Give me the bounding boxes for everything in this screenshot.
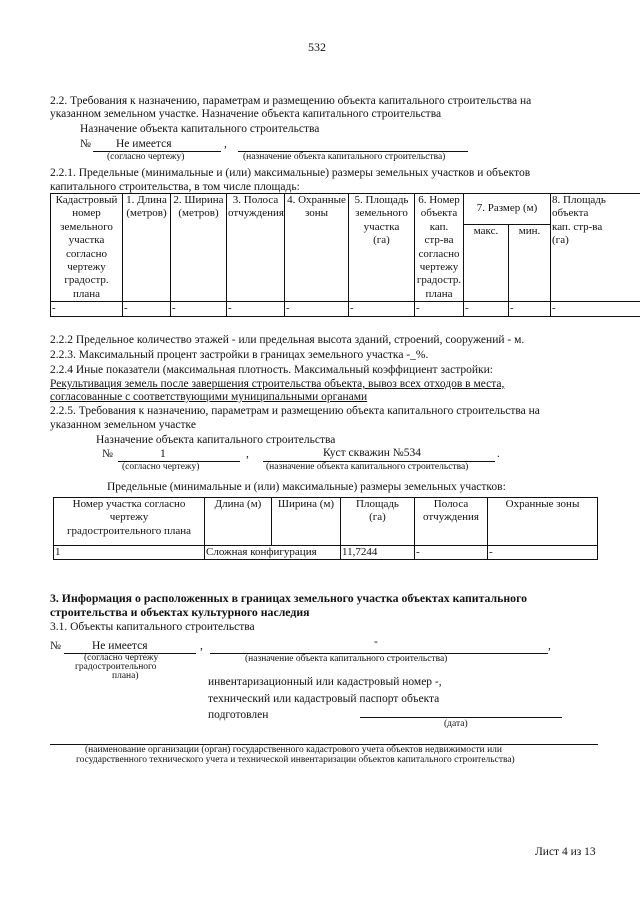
header-cadastral: Кадастровый номер земельного участка согласно чертежу градостр. плана <box>51 194 123 302</box>
header-strip: 3. Полоса отчуждения <box>227 194 285 302</box>
prepared-label: подготовлен <box>208 709 269 721</box>
section-3-heading-line-2: строительства и объектах культурного наследия <box>50 605 310 619</box>
table-cell: - <box>227 302 285 316</box>
dot: . <box>497 448 500 460</box>
section-2-2-4-value-line-1: Рекультивация земель после завершения строительства объекта, вывоз всех отходов в места, <box>50 378 505 390</box>
cell-area: 11,7244 <box>341 546 415 560</box>
section-3-1: 3.1. Объекты капитального строительства <box>50 621 255 633</box>
table-cell: - <box>51 302 123 316</box>
section-3-heading-line-1: 3. Информация о расположенных в границах земельного участка объектах капитального <box>50 591 528 605</box>
table-cell: - <box>285 302 349 316</box>
organization-caption-line-1: (наименование организации (орган) государственного кадастрового учета объектов недвижимости или <box>85 745 502 755</box>
table-cell: - <box>123 302 171 316</box>
page-number: 532 <box>308 40 326 54</box>
section-2-2-1-line-2: капитального строительства, в том числе площадь: <box>50 181 300 193</box>
section-2-2-heading-line-2: указанном земельном участке. Назначение объекта капитального строительства <box>50 108 442 120</box>
table-cell: - <box>171 302 227 316</box>
table-cell: - <box>551 302 640 316</box>
section-2-2-3: 2.2.3. Максимальный процент застройки в границах земельного участка -_%. <box>50 349 429 361</box>
caption-purpose: (назначение объекта капитального строительства) <box>266 462 469 472</box>
cell-configuration: Сложная конфигурация <box>205 546 341 560</box>
header-width: 2. Ширина (метров) <box>171 194 227 302</box>
parameters-table <box>50 193 640 317</box>
table-cell: - <box>415 302 464 316</box>
object-purpose-value: Куст скважин №534 <box>323 447 421 459</box>
cell-strip: - <box>415 546 488 560</box>
caption-drawing: (согласно чертежу <box>84 653 159 663</box>
header-length: Длина (м) <box>205 498 272 546</box>
inventory-number: инвентаризационный или кадастровый номер -, <box>208 676 442 688</box>
section-2-2-5-line-1: 2.2.5. Требования к назначению, параметрам и размещению объекта капитального строительства на <box>50 405 540 417</box>
header-min: мин. <box>509 224 551 302</box>
table-cell: - <box>349 302 415 316</box>
underline <box>360 717 562 718</box>
caption-purpose: (назначение объекта капитального строительства) <box>245 654 448 664</box>
sheet-number: Лист 4 из 13 <box>535 846 596 858</box>
header-plot-number: Номер участка согласно чертежу градостроительного плана <box>54 498 205 546</box>
section-2-2-heading-line-1: 2.2. Требования к назначению, параметрам и размещению объекта капитального строительства на <box>50 95 532 107</box>
land-plot-table <box>53 497 598 560</box>
number-sign: № <box>50 640 61 652</box>
header-max: макс. <box>464 224 509 302</box>
caption-drawing: плана) <box>112 671 139 681</box>
object-number-value: 1 <box>160 448 166 460</box>
object-number-value: Не имеется <box>92 640 148 652</box>
comma: , <box>200 640 203 652</box>
organization-caption-line-2: государственного технического учета и технической инвентаризации объектов капитального строительства) <box>76 755 515 765</box>
section-2-2-1-line-1: 2.2.1. Предельные (минимальные и (или) максимальные) размеры земельных участков и объектов <box>50 167 531 179</box>
date-caption: (дата) <box>444 719 468 729</box>
caption-drawing: (согласно чертежу) <box>122 462 200 472</box>
caption-purpose: (назначение объекта капитального строительства) <box>243 152 446 162</box>
header-zones: Охранные зоны <box>488 498 598 546</box>
header-zones: 4. Охранные зоны <box>285 194 349 302</box>
purpose-label: Назначение объекта капитального строительства <box>80 123 320 135</box>
table-cell: - <box>464 302 509 316</box>
header-length: 1. Длина (метров) <box>123 194 171 302</box>
header-width: Ширина (м) <box>272 498 341 546</box>
cell-zones: - <box>488 546 598 560</box>
number-sign: № <box>102 448 113 460</box>
comma: , <box>246 448 249 460</box>
comma: , <box>224 138 227 150</box>
section-2-2-2: 2.2.2 Предельное количество этажей - или предельная высота зданий, строений, сооружений - м. <box>50 334 525 346</box>
header-strip: Полоса отчуждения <box>415 498 488 546</box>
technical-passport: технический или кадастровый паспорт объекта <box>208 693 440 705</box>
cell-plot-number: 1 <box>54 546 205 560</box>
section-2-2-4-value-line-2: согласованные с соответствующими муниципальными органами <box>50 391 368 403</box>
caption-drawing: градостроительного <box>75 662 157 672</box>
limits-text: Предельные (минимальные и (или) максимальные) размеры земельных участков: <box>107 481 506 493</box>
section-2-2-5-line-2: указанном земельном участке <box>50 419 196 431</box>
header-area: Площадь (га) <box>341 498 415 546</box>
section-2-2-4: 2.2.4 Иные показатели (максимальная плотность. Максимальный коэффициент застройки: <box>50 364 493 376</box>
header-area: 5. Площадь земельного участка (га) <box>349 194 415 302</box>
header-size: 7. Размер (м) <box>464 194 551 225</box>
object-number-value: Не имеется <box>116 138 172 150</box>
caption-drawing: (согласно чертежу) <box>107 152 185 162</box>
table-cell: - <box>509 302 551 316</box>
purpose-label: Назначение объекта капитального строительства <box>96 434 336 446</box>
header-object-area: 8. Площадь объекта кап. стр-ва (га) <box>551 194 640 302</box>
dash: - <box>374 636 378 648</box>
comma: , <box>548 640 551 652</box>
header-object-number: 6. Номер объекта кап. стр-ва согласно чертежу градостр. плана <box>415 194 464 302</box>
number-sign: № <box>80 138 91 150</box>
